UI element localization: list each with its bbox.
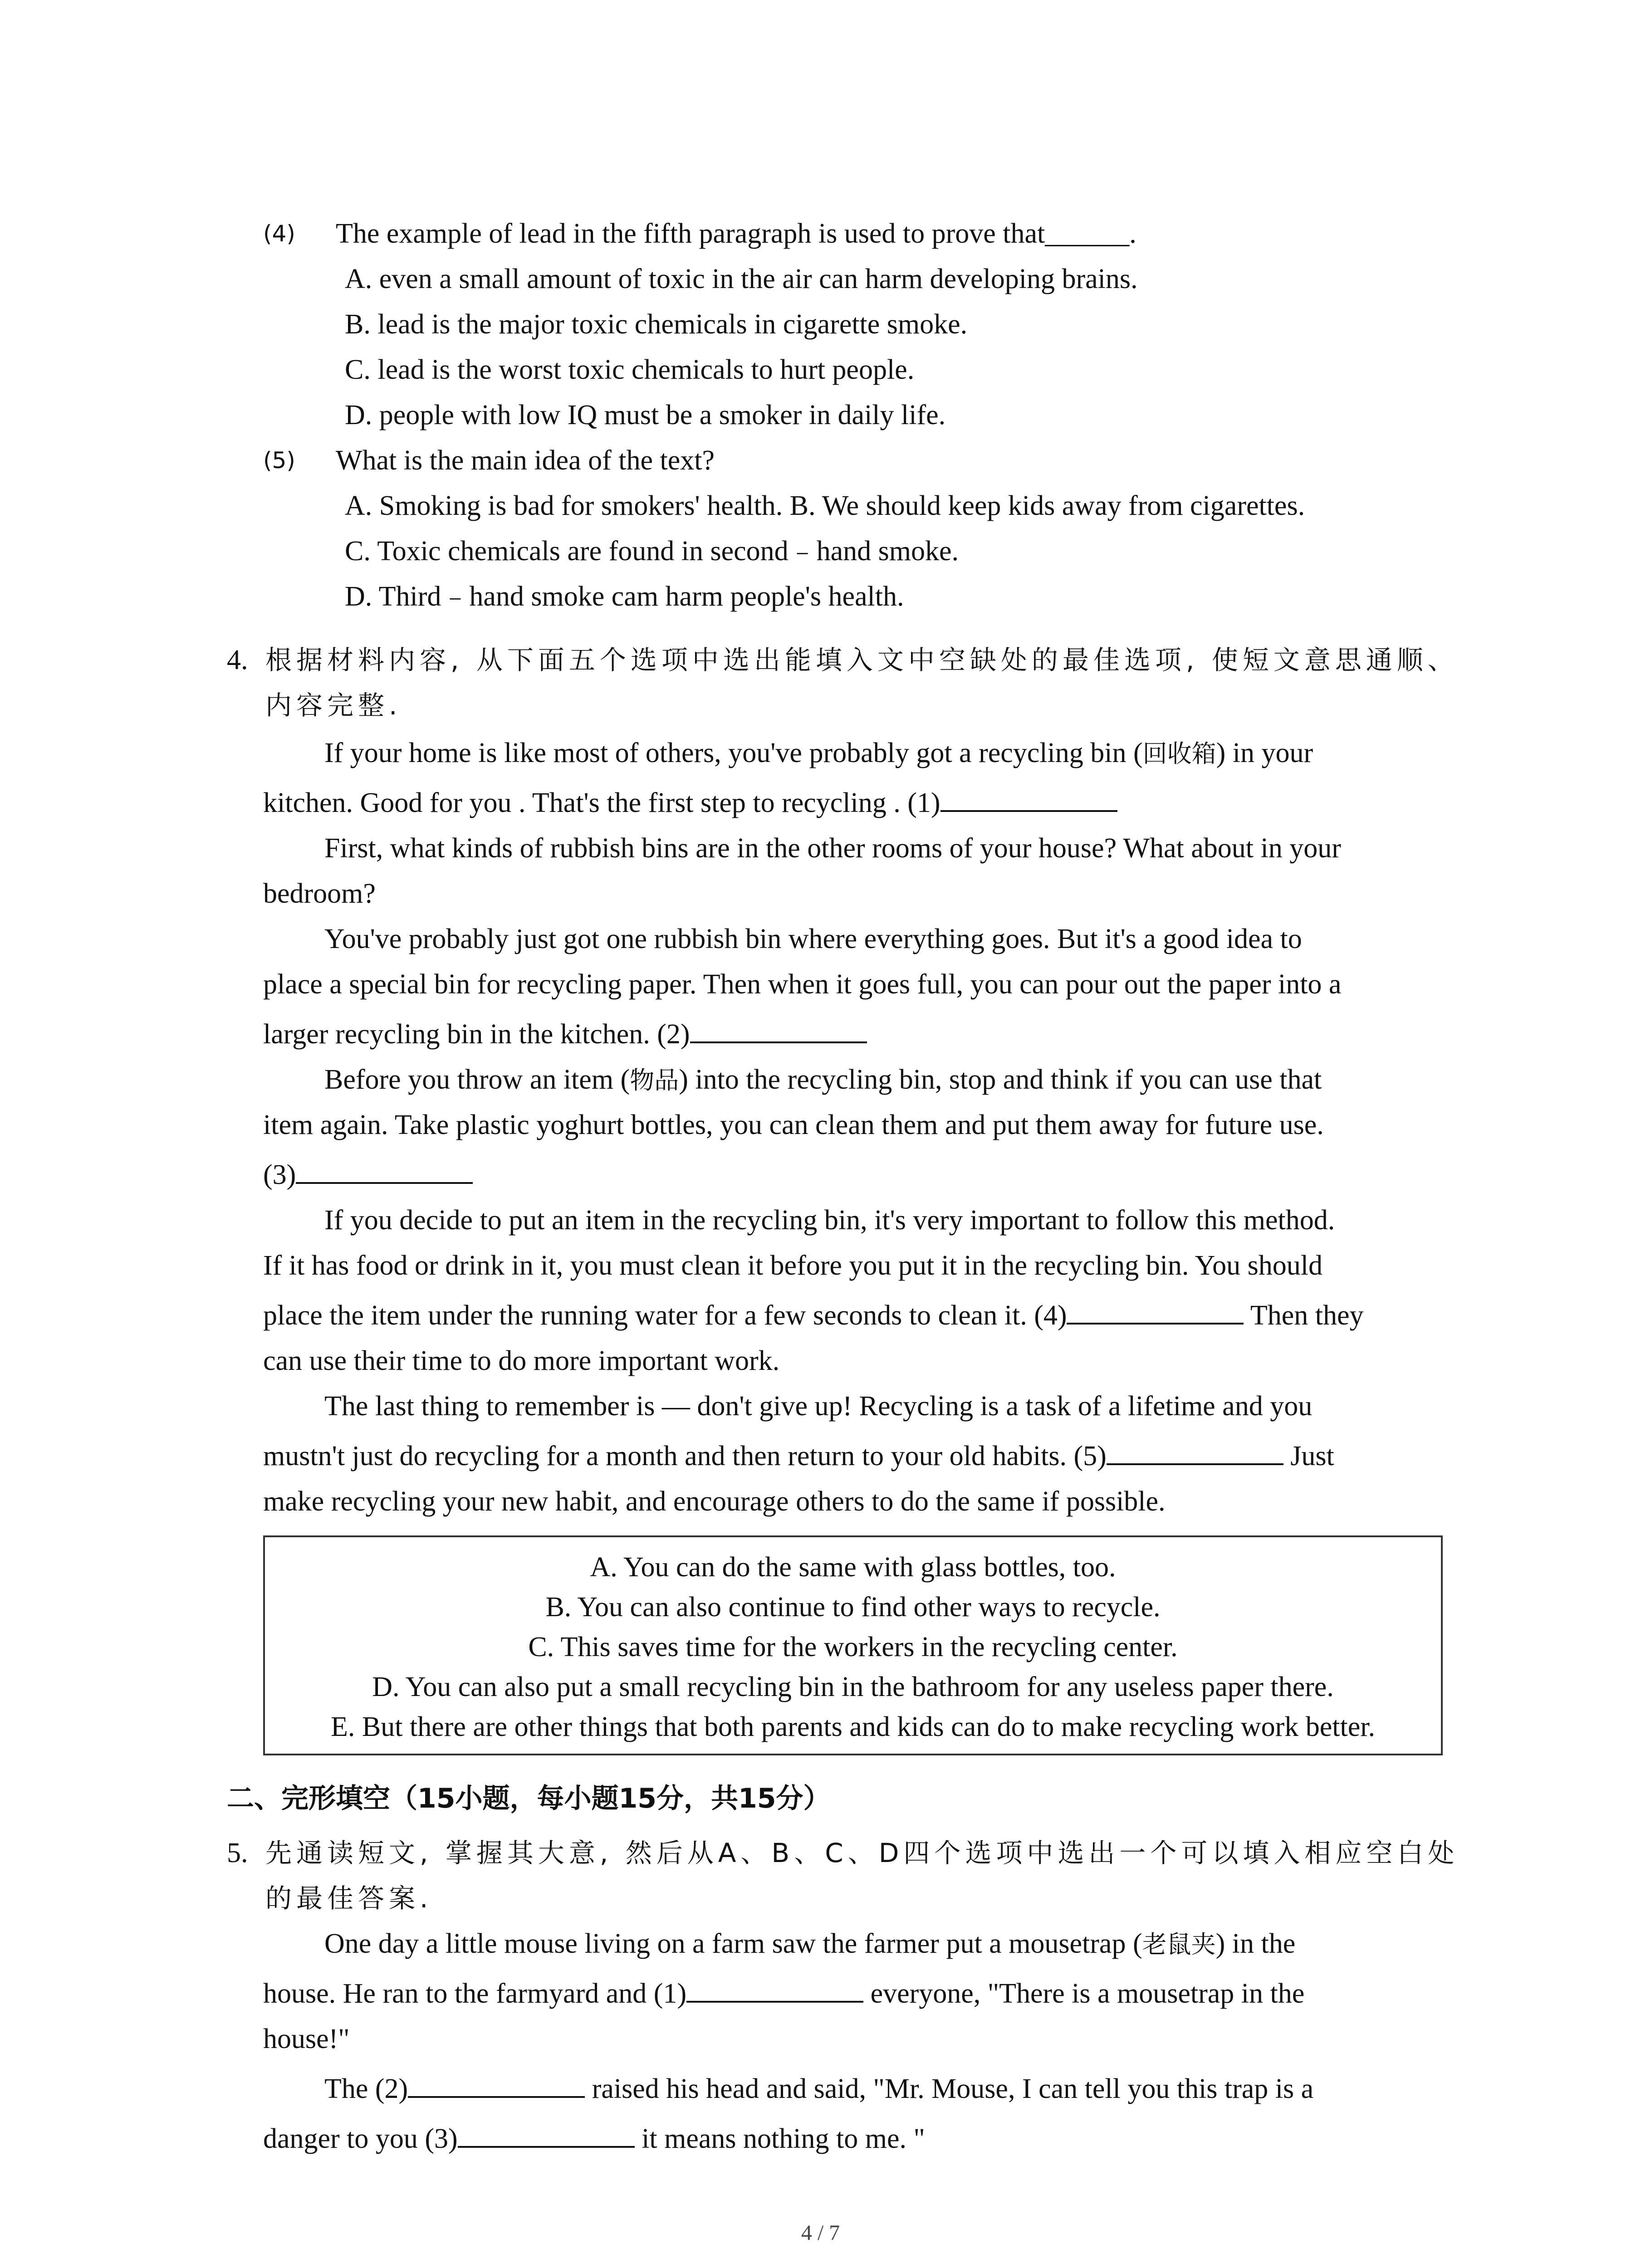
answer-blank-3[interactable] — [296, 1154, 473, 1184]
passage-text: danger to you (3) — [263, 2123, 458, 2154]
passage-4-line — [263, 780, 1117, 826]
answer-options-box — [263, 1535, 1443, 1755]
question-5-option-d: D. Third﹣hand smoke cam harm people's health. — [345, 581, 904, 612]
passage-text: If your home is like most of others, you've probably got a recycling bin ( — [324, 738, 1143, 768]
answer-blank-1[interactable] — [941, 782, 1117, 812]
passage-4-line: make recycling your new habit, and encourage others to do the same if possible. — [263, 1486, 1166, 1517]
section-5-instruction-line-2: 的最佳答案. — [265, 1883, 433, 1914]
question-5-stem: What is the main idea of the text? — [336, 445, 715, 476]
passage-text: (3) — [263, 1159, 296, 1190]
answer-blank-4[interactable] — [1067, 1295, 1244, 1325]
passage-4-line: If it has food or drink in it, you must clean it before you put it in the recycling bin. You should — [263, 1250, 1323, 1281]
answer-blank-5[interactable] — [1107, 1435, 1283, 1465]
page-number: 4 / 7 — [801, 2221, 840, 2245]
passage-text: Just — [1283, 1441, 1334, 1471]
cloze-blank-1[interactable] — [686, 1973, 863, 2003]
passage-4-line — [324, 730, 1313, 777]
box-option-c: C. This saves time for the workers in the recycling center. — [528, 1632, 1178, 1662]
passage-text: ) in your — [1216, 738, 1313, 768]
passage-text: everyone, "There is a mousetrap in the — [863, 1978, 1305, 2009]
passage-gloss: 物品 — [630, 1066, 679, 1095]
question-5-option-c: C. Toxic chemicals are found in second﹣hand smoke. — [345, 536, 959, 567]
passage-4-line: You've probably just got one rubbish bin where everything goes. But it's a good idea to — [324, 924, 1302, 954]
passage-4-line — [263, 1152, 473, 1198]
passage-text: ) in the — [1215, 1928, 1296, 1959]
passage-text: kitchen. Good for you . That's the first step to recycling . (1) — [263, 787, 941, 818]
question-4-option-a: A. even a small amount of toxic in the air can harm developing brains. — [345, 264, 1138, 294]
passage-text: ) into the recycling bin, stop and think if you can use that — [679, 1064, 1322, 1095]
passage-text: Before you throw an item ( — [324, 1064, 630, 1095]
section-heading-cloze: 二、完形填空（15小题，每小题15分，共15分） — [227, 1783, 831, 1814]
passage-5-line — [263, 2116, 925, 2161]
passage-5-line — [263, 1971, 1304, 2016]
passage-5-line: house!" — [263, 2024, 350, 2054]
cloze-blank-2[interactable] — [408, 2068, 585, 2098]
passage-text: raised his head and said, "Mr. Mouse, I can tell you this trap is a — [585, 2073, 1314, 2104]
passage-text: One day a little mouse living on a farm saw the farmer put a mousetrap ( — [324, 1928, 1142, 1959]
section-4-instruction-line-2: 内容完整. — [265, 690, 402, 721]
section-4-instruction-line-1: 根据材料内容, 从下面五个选项中选出能填入文中空缺处的最佳选项, 使短文意思通顺、 — [265, 645, 1459, 675]
passage-4-line — [263, 1433, 1334, 1479]
box-option-d: D. You can also put a small recycling bin in the bathroom for any useless paper there. — [372, 1672, 1334, 1702]
passage-5-line — [324, 2066, 1313, 2112]
passage-4-line — [324, 1057, 1322, 1103]
passage-text: The (2) — [324, 2073, 408, 2104]
passage-text: place the item under the running water for a few seconds to clean it. (4) — [263, 1300, 1067, 1331]
passage-4-line — [263, 1012, 867, 1057]
passage-text: house. He ran to the farmyard and (1) — [263, 1978, 687, 2009]
box-option-e: E. But there are other things that both parents and kids can do to make recycling work better. — [331, 1711, 1375, 1742]
question-4-number: (4) — [263, 220, 295, 247]
passage-4-line: place a special bin for recycling paper. Then when it goes full, you can pour out the paper into a — [263, 969, 1342, 1000]
passage-4-line: bedroom? — [263, 878, 376, 909]
passage-4-line: First, what kinds of rubbish bins are in the other rooms of your house? What about in your — [324, 833, 1341, 864]
passage-4-line: The last thing to remember is — don't give up! Recycling is a task of a lifetime and you — [324, 1391, 1313, 1422]
passage-gloss: 回收箱 — [1142, 739, 1216, 768]
passage-4-line: item again. Take plastic yoghurt bottles, you can clean them and put them away for future use. — [263, 1110, 1324, 1140]
box-option-a: A. You can do the same with glass bottles, too. — [590, 1552, 1116, 1583]
passage-4-line: can use their time to do more important work. — [263, 1345, 780, 1376]
cloze-blank-3[interactable] — [458, 2118, 635, 2148]
passage-text: mustn't just do recycling for a month and then return to your old habits. (5) — [263, 1441, 1107, 1471]
passage-4-line — [263, 1293, 1364, 1338]
answer-blank-2[interactable] — [690, 1013, 867, 1043]
question-4-option-b: B. lead is the major toxic chemicals in cigarette smoke. — [345, 309, 968, 340]
question-4-option-c: C. lead is the worst toxic chemicals to hurt people. — [345, 354, 915, 385]
question-4-option-d: D. people with low IQ must be a smoker in daily life. — [345, 400, 946, 430]
passage-text: Then they — [1244, 1300, 1364, 1331]
question-5-number: (5) — [263, 447, 295, 474]
passage-gloss: 老鼠夹 — [1142, 1930, 1216, 1959]
section-5-number: 5. — [227, 1838, 248, 1868]
box-option-b: B. You can also continue to find other ways to recycle. — [545, 1592, 1161, 1623]
passage-5-line — [324, 1921, 1295, 1967]
section-4-number: 4. — [227, 645, 248, 675]
passage-text: larger recycling bin in the kitchen. (2) — [263, 1019, 690, 1050]
question-5-option-ab: A. Smoking is bad for smokers' health. B. We should keep kids away from cigarettes. — [345, 490, 1305, 521]
section-5-instruction-line-1: 先通读短文, 掌握其大意, 然后从A、B、C、D四个选项中选出一个可以填入相应空白处 — [265, 1838, 1459, 1868]
passage-text: it means nothing to me. " — [634, 2123, 925, 2154]
question-4-stem: The example of lead in the fifth paragraph is used to prove that______. — [336, 218, 1136, 249]
passage-4-line: If you decide to put an item in the recycling bin, it's very important to follow this method. — [324, 1205, 1335, 1236]
